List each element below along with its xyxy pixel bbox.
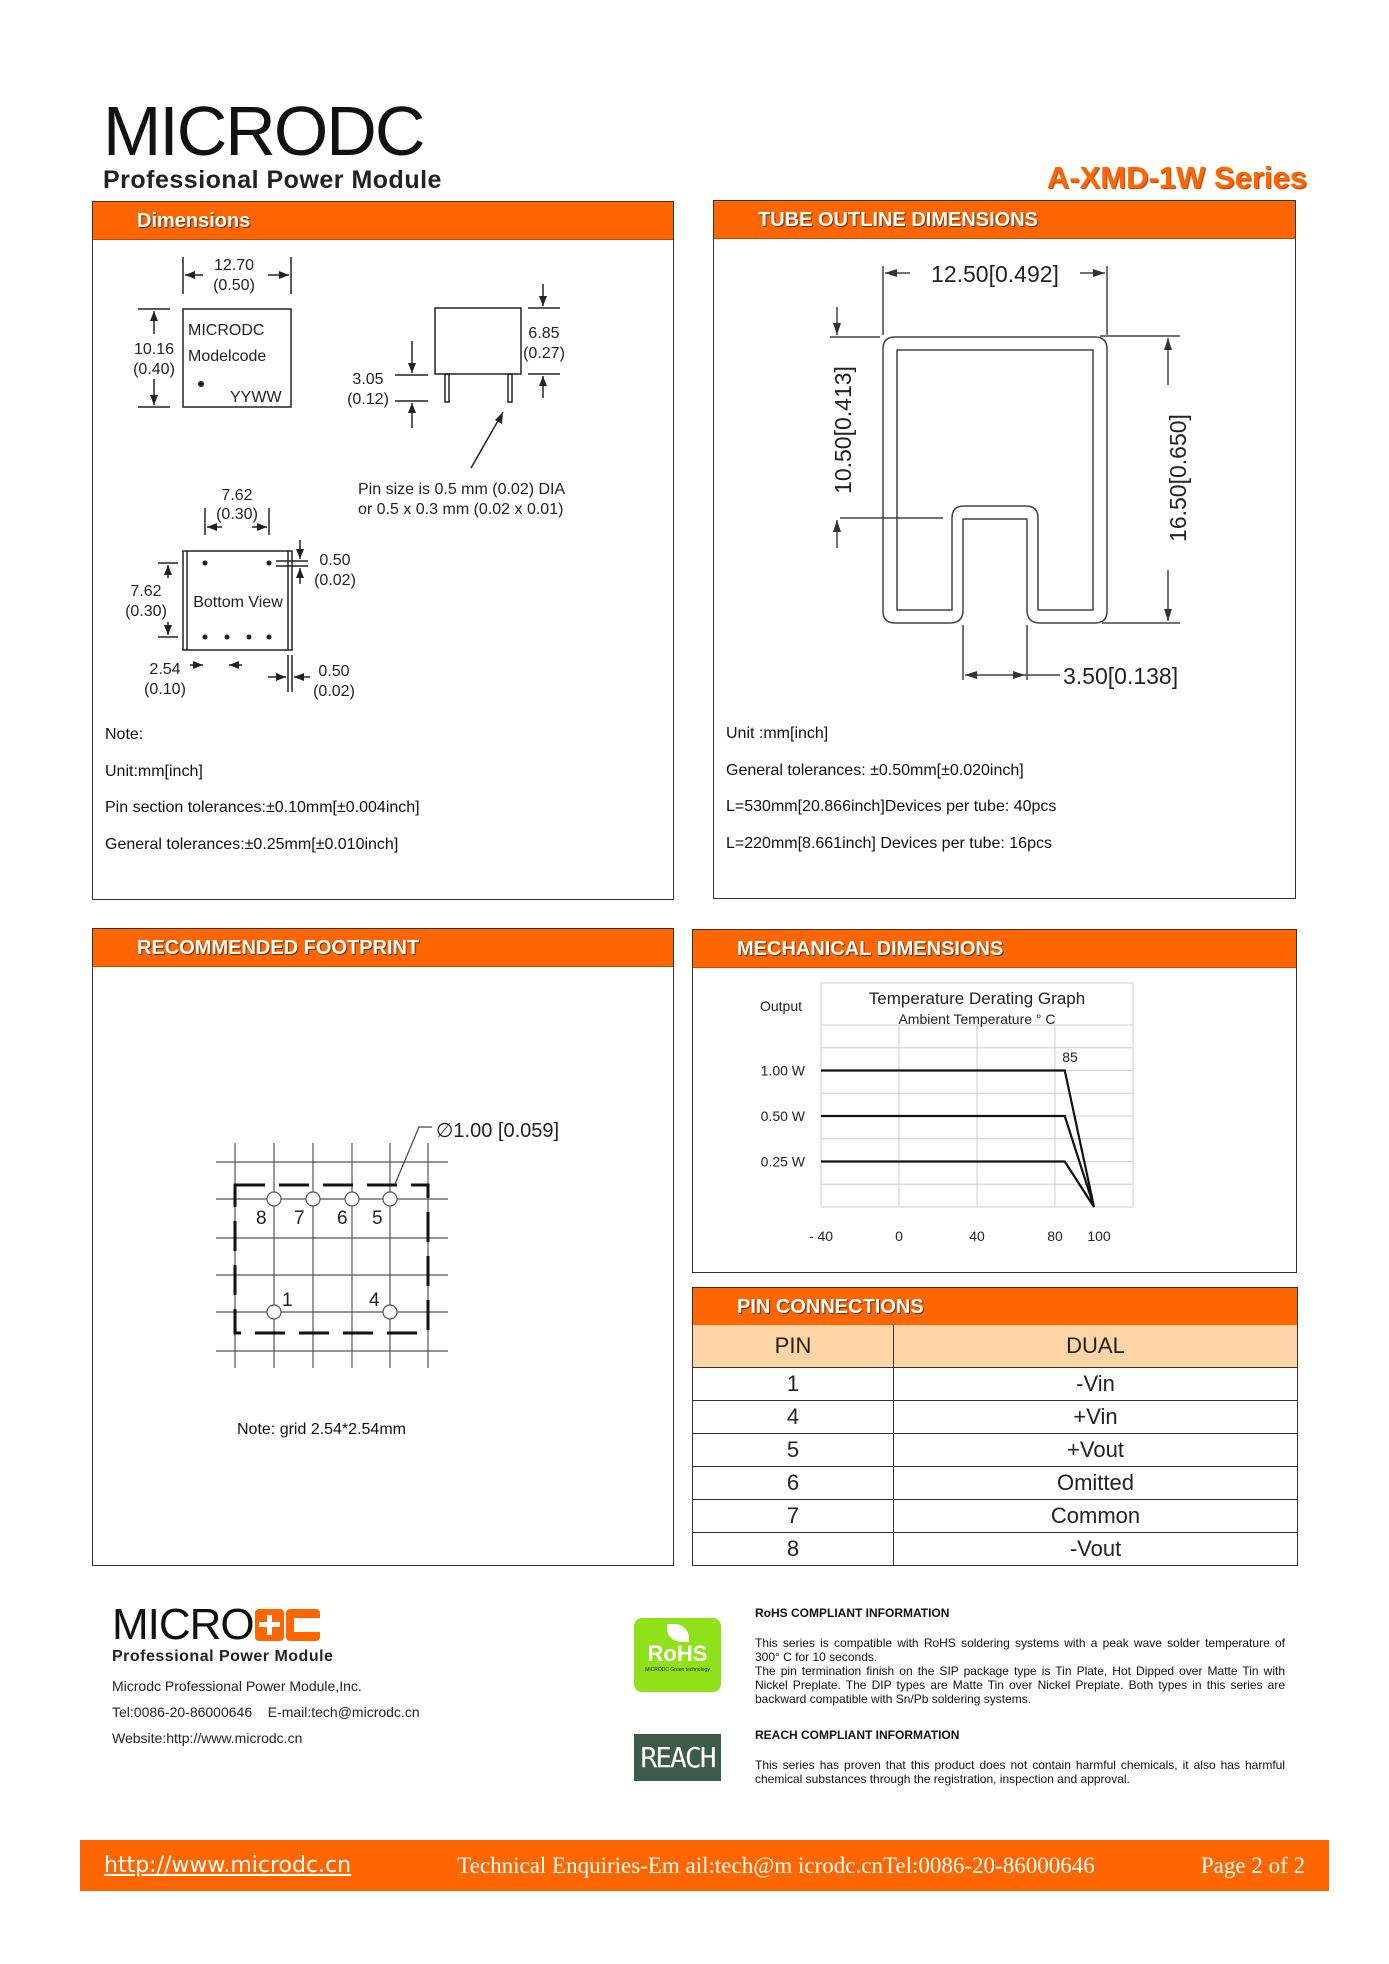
width-mm: 12.70 (213, 257, 255, 274)
x-tick-label: 40 (969, 1228, 985, 1244)
tube-note-short: L=220mm[8.661inch] Devices per tube: 16pcs (726, 835, 1052, 852)
reach-text: This series has proven that this product does not contain harmful chemicals, it also has harmful chemical substances through the registration, inspection and approval. (755, 1758, 1285, 1786)
table-row (693, 1401, 1297, 1434)
pin-number: 6 (693, 1467, 894, 1500)
logo-micro-lettering: MICRO (112, 1600, 254, 1649)
pin-function: +Vin (894, 1401, 1298, 1434)
pin-function: Common (894, 1500, 1298, 1533)
tube-note-long: L=530mm[20.866inch]Devices per tube: 40pcs (726, 798, 1057, 815)
pin-connections-section (692, 1287, 1298, 1566)
side-height-in: (0.27) (523, 345, 565, 362)
col-spacing-in: (0.30) (125, 603, 167, 620)
rohs-title: RoHS COMPLIANT INFORMATION (755, 1606, 950, 1620)
pin-function: +Vout (894, 1434, 1298, 1467)
pin-number: 1 (693, 1368, 894, 1401)
tube-slot-label: 3.50[0.138] (1063, 663, 1179, 689)
chart-title: Temperature Derating Graph (868, 989, 1086, 1008)
dimensions-note-label: Note: (105, 726, 144, 743)
pitch-mm: 2.54 (149, 661, 181, 678)
bottom-view-label: Bottom View (193, 594, 283, 611)
rohs-text (755, 1636, 1285, 1706)
company-website: Website:http://www.microdc.cn (112, 1730, 303, 1746)
section-header: MECHANICAL DIMENSIONS (693, 930, 1296, 968)
rohs-text-2: The pin termination finish on the SIP package type is Tin Plate, Hot Dipped over Matte Tin with Nickel Preplate. The DIP types are Matte Tin over Nickel Preplate. Both types in this series are backward compatible with Sn/Pb soldering systems. (755, 1664, 1285, 1706)
pin-label-5: 5 (372, 1208, 383, 1229)
marking-brand: MICRODC (188, 322, 265, 339)
tube-inner-height-label: 10.50[0.413] (830, 366, 856, 494)
row-spacing-in: (0.30) (216, 506, 258, 523)
section-header: TUBE OUTLINE DIMENSIONS (714, 201, 1295, 239)
logo-tagline: Professional Power Module (112, 1648, 334, 1665)
tube-width-label: 12.50[0.492] (931, 261, 1059, 287)
grid-note: Note: grid 2.54*2.54mm (237, 1421, 406, 1438)
table-row (693, 1533, 1297, 1566)
leaf-icon (667, 1624, 689, 1642)
pin-label-7: 7 (294, 1208, 305, 1229)
logo-plus-block (255, 1609, 284, 1641)
company-tel: Tel:0086-20-86000646 (112, 1704, 253, 1720)
rohs-text-1: This series is compatible with RoHS soldering systems with a peak wave solder temperature of 300° C for 10 seconds. (755, 1636, 1285, 1664)
pin-number: 5 (693, 1434, 894, 1467)
table-row (693, 1467, 1297, 1500)
pin-size-note-2: or 0.5 x 0.3 mm (0.02 x 0.01) (358, 501, 564, 518)
rohs-badge (634, 1618, 721, 1692)
height-mm: 10.16 (133, 341, 175, 358)
company-email: E-mail:tech@microdc.cn (267, 1704, 420, 1720)
footer-logo (112, 1600, 334, 1666)
section-header: RECOMMENDED FOOTPRINT (93, 929, 673, 967)
pin-size-note: Pin size is 0.5 mm (0.02) DIA (358, 481, 566, 498)
company-contact (112, 1704, 420, 1720)
y-tick-label: 0.25 W (760, 1153, 805, 1170)
tube-note-unit: Unit :mm[inch] (726, 725, 829, 742)
footer-website-link[interactable]: http://www.microdc.cn (104, 1853, 352, 1878)
x-tick-label: - 40 (808, 1228, 834, 1244)
table-row (693, 1434, 1297, 1467)
footer-bar (80, 1840, 1329, 1891)
footprint-drawing (200, 1100, 600, 1400)
section-header: PIN CONNECTIONS (693, 1288, 1297, 1326)
pin-number: 7 (693, 1500, 894, 1533)
y-tick-label: 0.50 W (760, 1108, 805, 1124)
reach-title: REACH COMPLIANT INFORMATION (755, 1728, 960, 1742)
pin-label-4: 4 (369, 1290, 380, 1311)
table-header-row (693, 1325, 1297, 1368)
annotation-85: 85 (1062, 1049, 1078, 1065)
side-offset-in: (0.02) (313, 683, 355, 700)
marking-model: Modelcode (188, 348, 267, 365)
dimensions-drawing (0, 0, 700, 720)
column-header-dual: DUAL (894, 1325, 1298, 1368)
side-offset-mm: 0.50 (318, 663, 350, 680)
col-spacing-mm: 7.62 (130, 583, 162, 600)
section-header: Dimensions (93, 202, 673, 240)
x-tick-label: 100 (1087, 1228, 1111, 1244)
rohs-badge-text: RoHS (647, 1641, 708, 1666)
pin-function: -Vin (894, 1368, 1298, 1401)
row-spacing-mm: 7.62 (221, 487, 253, 504)
pin-label-6: 6 (337, 1208, 348, 1229)
pin-length-mm: 3.05 (352, 371, 384, 388)
logo-tagline: Professional Power Module (103, 166, 442, 194)
pin-number: 8 (693, 1533, 894, 1566)
dimensions-note-pin-tolerance: Pin section tolerances:±0.10mm[±0.004inch] (105, 799, 420, 816)
table-row (693, 1500, 1297, 1533)
tube-outline-drawing (780, 240, 1240, 710)
hole-diameter-label: ∅1.00 [0.059] (436, 1120, 560, 1142)
tube-height-label: 16.50[0.650] (1165, 414, 1191, 542)
table-row (693, 1368, 1297, 1401)
chart-subtitle: Ambient Temperature ° C (898, 1011, 1056, 1027)
dimensions-note-general-tolerance: General tolerances:±0.25mm[±0.010inch] (105, 836, 399, 853)
x-tick-label: 80 (1047, 1228, 1063, 1244)
dimensions-note-unit: Unit:mm[inch] (105, 763, 203, 780)
top-offset-mm: 0.50 (319, 552, 351, 569)
pin-number: 4 (693, 1401, 894, 1434)
series-title: A-XMD-1W Series (1046, 160, 1307, 195)
top-offset-in: (0.02) (314, 572, 356, 589)
column-header-pin: PIN (693, 1325, 894, 1368)
marking-date: YYWW (230, 389, 282, 406)
rohs-badge-subtext: MICRODC Green technology (645, 1667, 710, 1673)
x-tick-label: 0 (895, 1228, 903, 1244)
pin-length-in: (0.12) (347, 391, 389, 408)
company-name: Microdc Professional Power Module,Inc. (112, 1678, 362, 1694)
footer-enquiries: Technical Enquiries-Em ail:tech@m icrodc.cnTel:0086-20-86000646 (457, 1853, 1095, 1878)
footer-page-number: Page 2 of 2 (1200, 1853, 1305, 1878)
y-tick-label: 1.00 W (760, 1062, 805, 1079)
pin-function: Omitted (894, 1467, 1298, 1500)
pin-function: -Vout (1069, 1536, 1122, 1561)
derating-chart (740, 975, 1160, 1255)
reach-badge: REACH (634, 1734, 721, 1781)
pin-connections-table (693, 1325, 1297, 1565)
pin-label-8: 8 (256, 1208, 267, 1229)
pin-label-1: 1 (282, 1290, 293, 1311)
height-in: (0.40) (133, 361, 175, 378)
side-height-mm: 6.85 (528, 325, 560, 342)
tube-note-tolerance: General tolerances: ±0.50mm[±0.020inch] (726, 762, 1024, 779)
width-in: (0.50) (213, 277, 255, 294)
pitch-in: (0.10) (144, 681, 186, 698)
y-axis-label: Output (759, 998, 802, 1014)
logo-c-block (286, 1609, 320, 1641)
logo-text: MICRODC (103, 92, 424, 170)
